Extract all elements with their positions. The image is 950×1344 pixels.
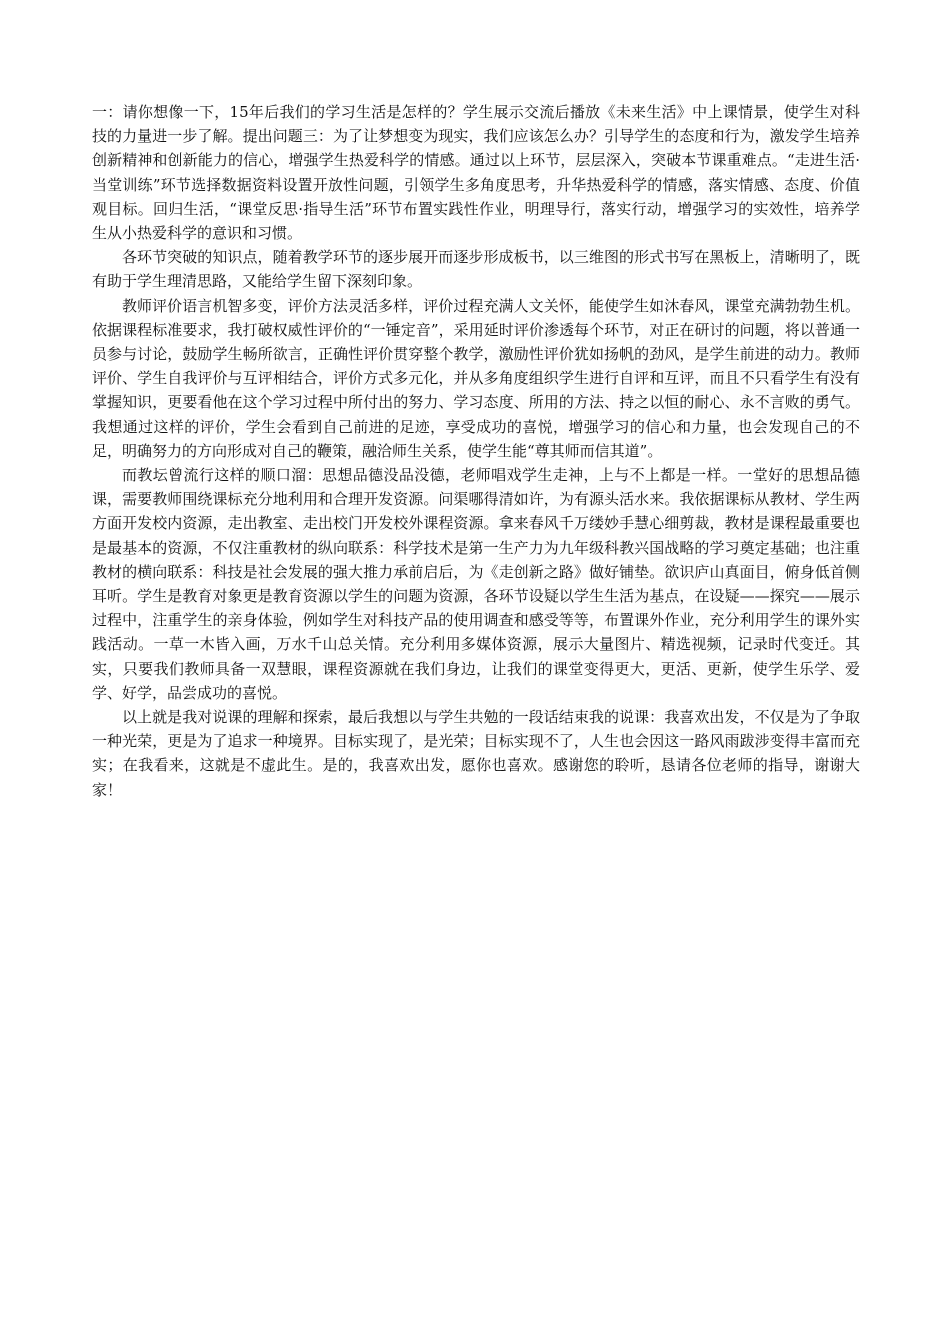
paragraph-blackboard: 各环节突破的知识点，随着教学环节的逐步展开而逐步形成板书，以三维图的形式书写在黑板上，清晰明了，既有助于学生理清思路，又能给学生留下深刻印象。 bbox=[92, 248, 860, 291]
paragraph-conclusion: 以上就是我对说课的理解和探索，最后我想以与学生共勉的一段话结束我的说课：我喜欢出发，不仅是为了争取一种光荣，更是为了追求一种境界。目标实现了，是光荣；目标实现不了，人生也会因这一路风雨跋涉变得丰富而充实；在我看来，这就是不虚此生。是的，我喜欢出发，愿你也喜欢。感谢您的聆听，恳请各位老师的指导，谢谢大家！ bbox=[92, 708, 860, 799]
paragraph-evaluation: 教师评价语言机智多变，评价方法灵活多样，评价过程充满人文关怀，能使学生如沐春风，课堂充满勃勃生机。依据课程标准要求，我打破权威性评价的“一锤定音”，采用延时评价渗透每个环节，对正在研讨的问题，将以普通一员参与讨论，鼓励学生畅所欲言，正确性评价贯穿整个教学，激励性评价犹如扬帆的劲风，是学生前进的动力。教师评价、学生自我评价与互评相结合，评价方式多元化，并从多角度组织学生进行自评和互评，而且不只看学生有没有掌握知识，更要看他在这个学习过程中所付出的努力、学习态度、所用的方法、持之以恒的耐心、永不言败的勇气。我想通过这样的评价，学生会看到自己前进的足迹，享受成功的喜悦，增强学习的信心和力量，也会发现自己的不足，明确努力的方向形成对自己的鞭策，融洽师生关系，使学生能“尊其师而信其道”。 bbox=[92, 296, 860, 460]
document-body bbox=[92, 100, 860, 802]
paragraph-continued: 一：请你想像一下，15年后我们的学习生活是怎样的？学生展示交流后播放《未来生活》中上课情景，使学生对科技的力量进一步了解。提出问题三：为了让梦想变为现实，我们应该怎么办？引导学生的态度和行为，激发学生培养创新精神和创新能力的信心，增强学生热爱科学的情感。通过以上环节，层层深入，突破本节课重难点。“走进生活·当堂训练”环节选择数据资料设置开放性问题，引领学生多角度思考，升华热爱科学的情感，落实情感、态度、价值观目标。回归生活，“课堂反思·指导生活”环节布置实践性作业，明理导行，落实行动，增强学习的实效性，培养学生从小热爱科学的意识和习惯。 bbox=[92, 103, 860, 243]
paragraph-resources: 而教坛曾流行这样的顺口溜：思想品德没品没德，老师唱戏学生走神，上与不上都是一样。一堂好的思想品德课，需要教师围绕课标充分地利用和合理开发资源。问渠哪得清如许，为有源头活水来。我依据课标从教材、学生两方面开发校内资源，走出教室、走出校门开发校外课程资源。拿来春风千万缕妙手慧心细剪裁，教材是课程最重要也是最基本的资源，不仅注重教材的纵向联系：科学技术是第一生产力为九年级科教兴国战略的学习奠定基础；也注重教材的横向联系：科技是社会发展的强大推力承前启后，为《走创新之路》做好铺垫。欲识庐山真面目，俯身低首侧耳听。学生是教育对象更是教育资源以学生的问题为资源，各环节设疑以学生生活为基点，在设疑——探究——展示过程中，注重学生的亲身体验，例如学生对科技产品的使用调查和感受等等，布置课外作业，充分利用学生的课外实践活动。一草一木皆入画，万水千山总关情。充分利用多媒体资源，展示大量图片、精选视频，记录时代变迁。其实，只要我们教师具备一双慧眼，课程资源就在我们身边，让我们的课堂变得更大，更活、更新，使学生乐学、爱学、好学，品尝成功的喜悦。 bbox=[92, 466, 860, 702]
